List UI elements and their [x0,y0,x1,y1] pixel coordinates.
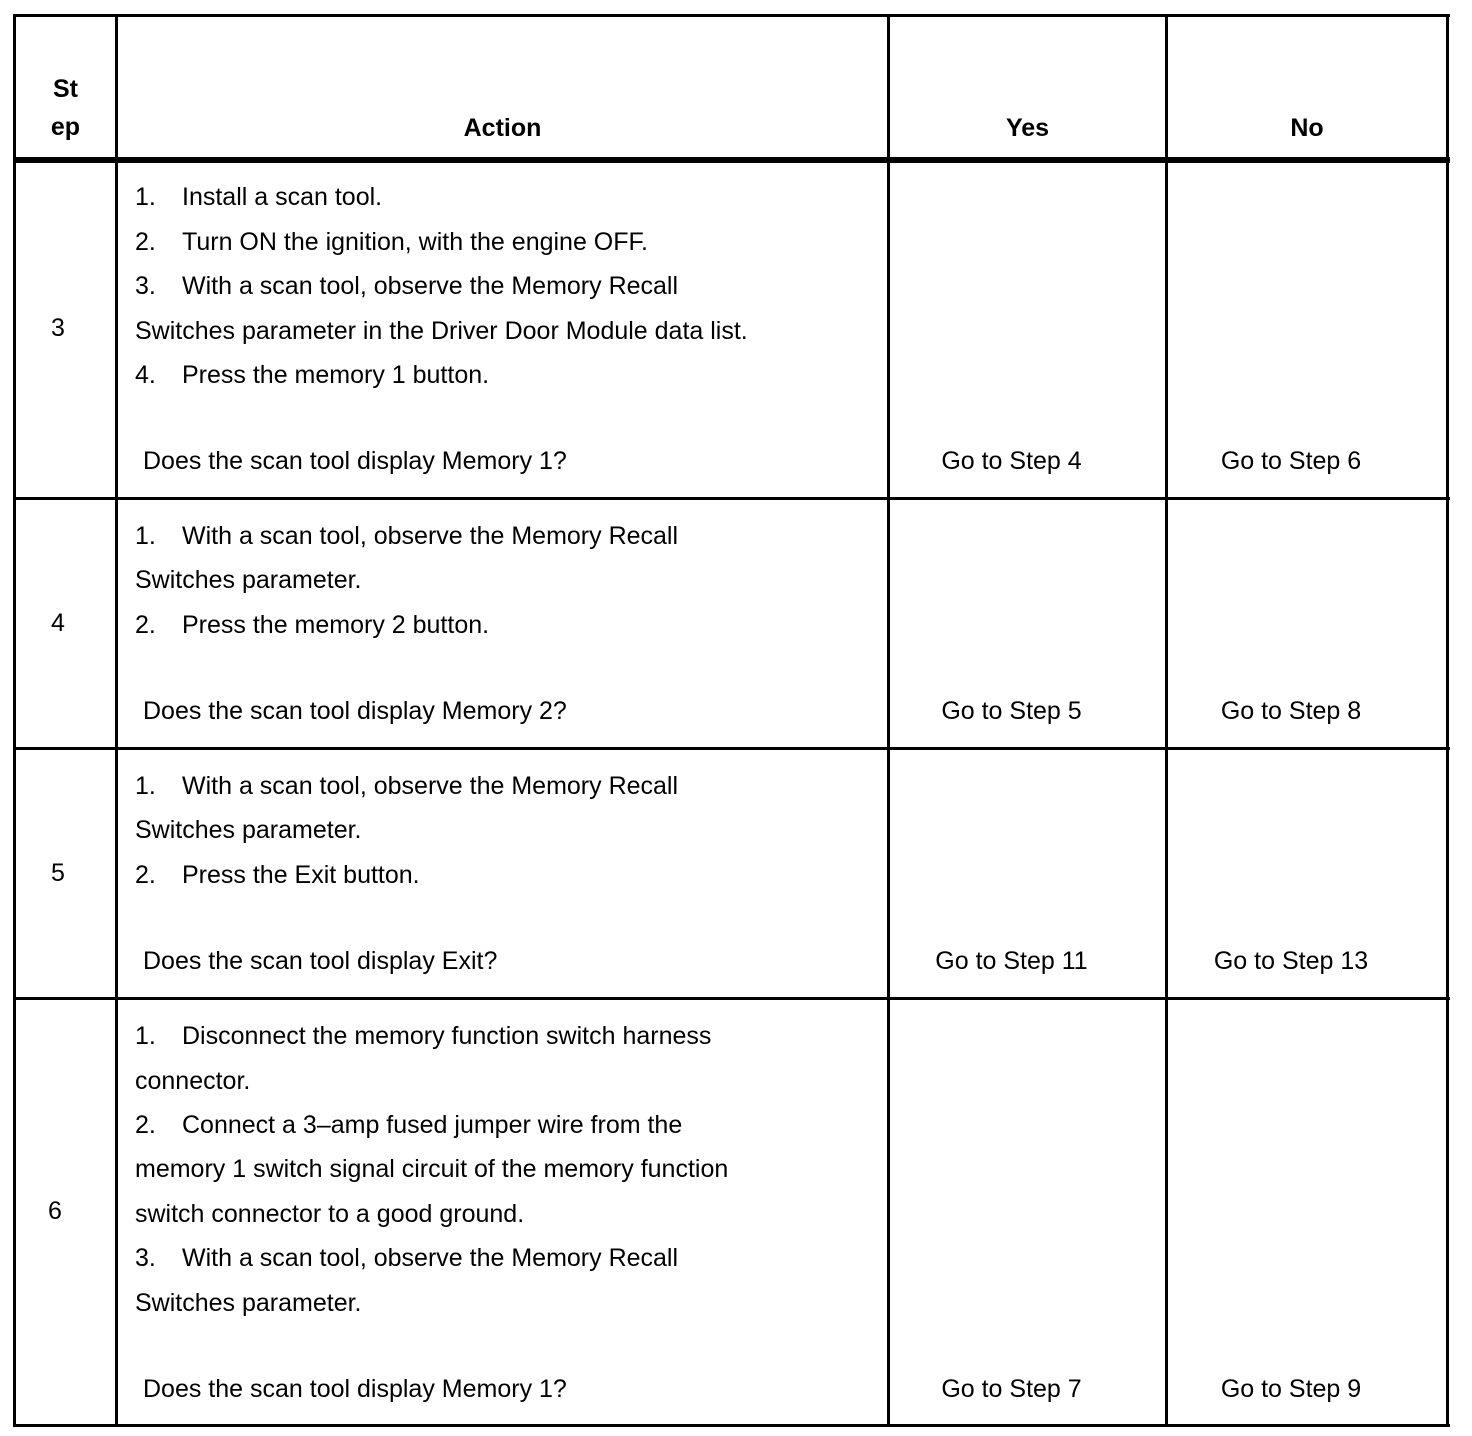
diagnostic-question: Does the scan tool display Memory 1? [143,447,567,475]
header-divider [13,157,1450,163]
yes-result: Go to Step 11 [935,947,1088,975]
header-step-line1: St [53,75,78,103]
no-result: Go to Step 8 [1220,697,1362,725]
column-divider [115,14,118,1427]
action-line: 3. With a scan tool, observe the Memory Recall [135,272,679,300]
action-line: 1. With a scan tool, observe the Memory Recall [135,772,679,800]
action-line: 4. Press the memory 1 button. [135,361,490,389]
header-action: Action [463,114,542,142]
action-line: 2. Connect a 3–amp fused jumper wire from the [135,1111,683,1139]
header-step [16,70,115,146]
action-line: Switches parameter. [135,816,362,844]
row-divider [13,997,1450,1000]
action-line: Switches parameter in the Driver Door Module data list. [135,317,748,345]
header-yes: Yes [1005,114,1050,142]
step-number: 4 [51,609,65,637]
diagnostic-question: Does the scan tool display Memory 1? [143,1375,567,1403]
action-line: 2. Press the Exit button. [135,861,420,889]
action-line: 2. Press the memory 2 button. [135,611,490,639]
action-line: Switches parameter. [135,566,362,594]
header-step-line2: ep [50,113,81,141]
action-line: 1. Disconnect the memory function switch harness [135,1022,712,1050]
no-result: Go to Step 6 [1220,447,1362,475]
table-border-bottom [13,1424,1450,1427]
action-line: memory 1 switch signal circuit of the memory function [135,1155,729,1183]
table-border-top [13,14,1450,17]
step-number: 3 [51,314,65,342]
step-number: 6 [48,1197,62,1225]
table-border-right [1446,14,1449,1427]
action-line: 2. Turn ON the ignition, with the engine OFF. [135,228,648,256]
row-divider [13,747,1450,750]
yes-result: Go to Step 7 [941,1375,1082,1403]
diagnostic-question: Does the scan tool display Exit? [143,947,498,975]
action-line: 1. With a scan tool, observe the Memory Recall [135,522,679,550]
action-line: connector. [135,1067,251,1095]
yes-result: Go to Step 5 [941,697,1082,725]
no-result: Go to Step 9 [1220,1375,1362,1403]
yes-result: Go to Step 4 [941,447,1082,475]
diagnostic-question: Does the scan tool display Memory 2? [143,697,567,725]
no-result: Go to Step 13 [1213,947,1369,975]
action-line: Switches parameter. [135,1289,362,1317]
step-number: 5 [51,859,65,887]
action-line: 3. With a scan tool, observe the Memory Recall [135,1244,679,1272]
header-no: No [1290,114,1324,142]
action-line: 1. Install a scan tool. [135,183,383,211]
row-divider [13,497,1450,500]
action-line: switch connector to a good ground. [135,1200,525,1228]
